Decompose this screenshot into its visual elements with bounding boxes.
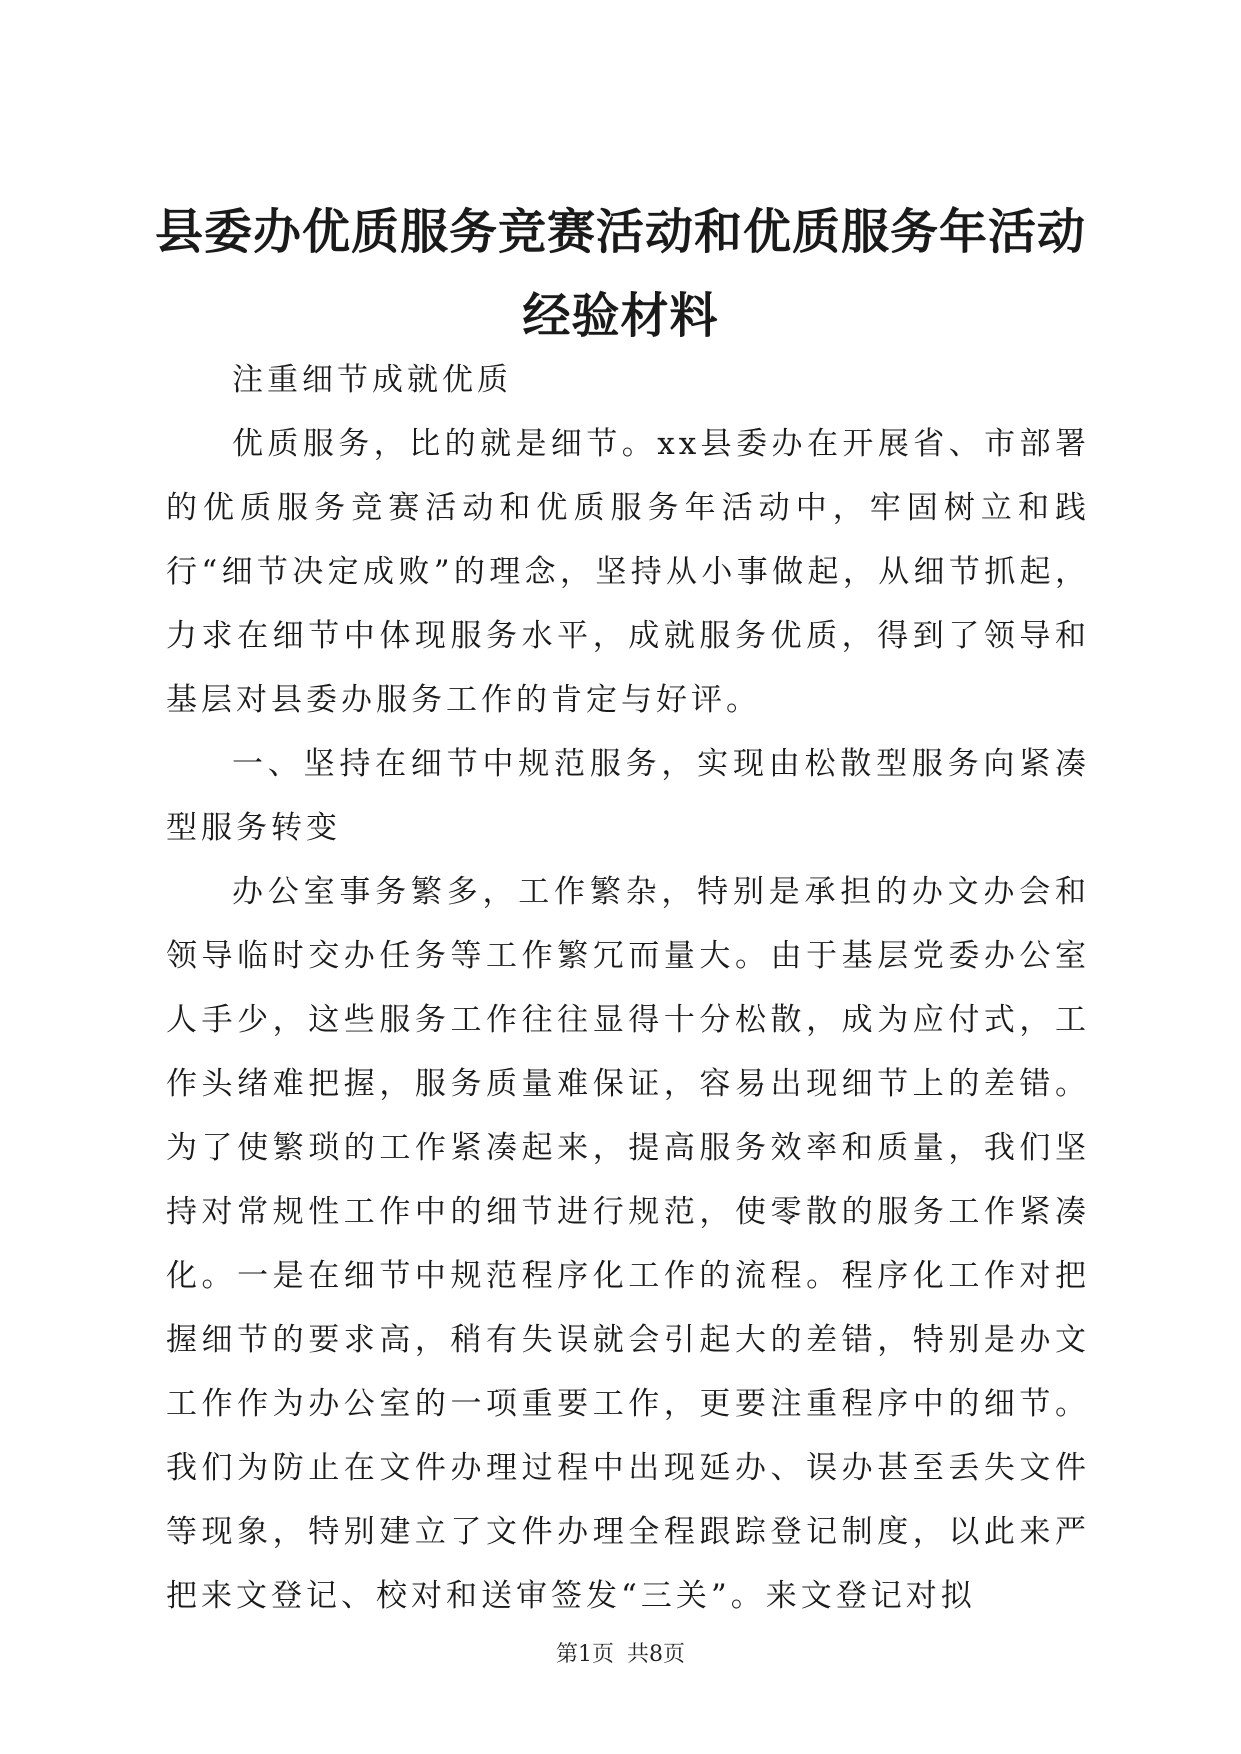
section-subtitle: 注重细节成就优质 <box>232 362 512 398</box>
document-title: 县委办优质服务竞赛活动和优质服务年活动经验材料 <box>154 204 1086 344</box>
page-footer <box>0 1640 1241 1670</box>
section-heading-1: 一、坚持在细节中规范服务，实现由松散型服务向紧凑型服务转变 <box>166 746 1090 846</box>
page-total: 共8页 <box>627 1642 685 1667</box>
body-paragraph: 办公室事务繁多，工作繁杂，特别是承担的办文办会和领导临时交办任务等工作繁冗而量大。由于基层党委办公室人手少，这些服务工作往往显得十分松散，成为应付式，工作头绪难把握，服务质量难保证，容易出现细节上的差错。为了使繁琐的工作紧凑起来，提高服务效率和质量，我们坚持对常规性工作中的细节进行规范，使零散的服务工作紧凑化。一是在细节中规范程序化工作的流程。程序化工作对把握细节的要求高，稍有失误就会引起大的差错，特别是办文工作作为办公室的一项重要工作，更要注重程序中的细节。我们为防止在文件办理过程中出现延办、误办甚至丢失文件等现象，特别建立了文件办理全程跟踪登记制度，以此来严把来文登记、校对和送审签发“三关”。来文登记对拟 <box>166 874 1090 1614</box>
document-body <box>166 348 1090 1628</box>
page-number: 第1页 <box>556 1642 614 1667</box>
intro-paragraph: 优质服务，比的就是细节。xx县委办在开展省、市部署的优质服务竞赛活动和优质服务年活动中，牢固树立和践行“细节决定成败”的理念，坚持从小事做起，从细节抓起，力求在细节中体现服务水平，成就服务优质，得到了领导和基层对县委办服务工作的肯定与好评。 <box>166 426 1090 718</box>
